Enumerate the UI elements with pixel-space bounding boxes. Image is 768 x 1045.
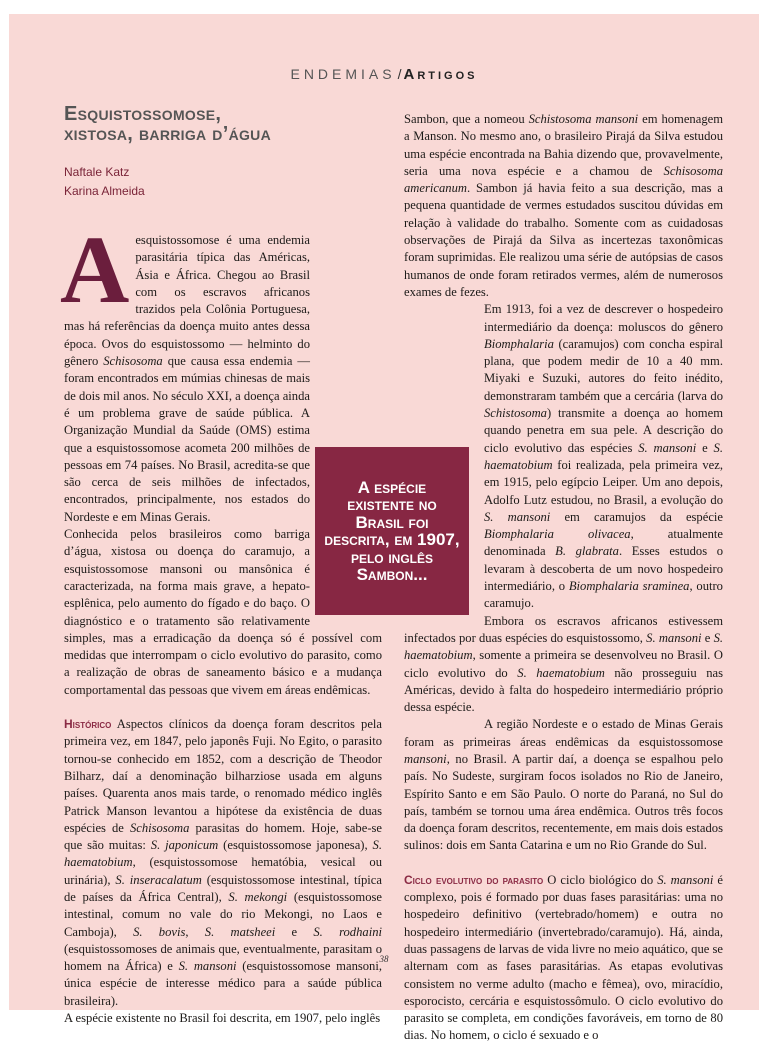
- subheading-ciclo: Ciclo evolutivo do parasito: [404, 872, 544, 887]
- page-number: 38: [379, 954, 389, 964]
- historico-paragraph: Histórico Aspectos clínicos da doença foram descritos pela primeira vez, em 1847, pelo japonês Fuji. No Egito, o parasito tornou-se conhecido em 1852, com a descrição de Theodor Bilharz, daí a denominação bilharziose usada em alguns países. Quarenta anos mais tarde, o renomado médico inglês Patrick Manson levantou a hipótese da existência de duas espécies de Schisosoma parasitas do homem. Hoje, sabe-se que são muitas: S. japonicum (esquistossomose japonesa), S. haematobium, (esquistossomose hematóbia, vesical ou urinária), S. inseracalatum (esquistossomose intestinal, típica de países da África Central), S. mekongi (esquistossomose intestinal, comum no vale do rio Mekongi, no Laos e Camboja), S. bovis, S. matsheei e S. rodhaini (esquistossomoses de animais que, eventualmente, parasitam o homem na África) e S. mansoni (esquistossomose mansoni, única espécie de interesse médico para a saúde pública brasileira).: [64, 717, 383, 1008]
- title-line-1: Esquistossomose,: [64, 103, 222, 125]
- title-line-2: xistosa, barriga d’água: [64, 123, 271, 145]
- section-name: ENDEMIAS: [290, 66, 396, 82]
- author-name: Naftale Katz: [64, 165, 130, 179]
- section-category: Artigos: [403, 66, 478, 83]
- subheading-historico: Histórico: [64, 717, 112, 732]
- paragraph: Sambon, que a nomeou Schistosoma mansoni em homenagem a Manson. No mesmo ano, o brasileiro Pirajá da Silva estudou uma espécie encontrada na Bahia dizendo que, provavelmente, seria uma nova espécie e a chamou de Schisosoma americanum. Sambon já havia feito a sua descrição, mas a pequena quantidade de vermes estudados suscitou dúvidas em relação à validade do trabalho. Somente com as cuidadosas observações de Pirajá da Silva as incertezas taxonômicas foram suprimidas. Ele realizou uma série de autópsias de casos humanos de onde foram retirados vermes, além de numerosos exames de fezes.: [404, 112, 723, 299]
- pull-quote: [315, 447, 469, 615]
- section-separator: /: [397, 66, 402, 82]
- paragraph: Embora os escravos africanos estivessem infectados por duas espécies do esquistossomo, S. mansoni e S. haematobium, somente a primeira se desenvolveu no Brasil. O ciclo evolutivo do S. haematobium não prosseguiu nas Américas, devido à falta do hospedeiro intermediário próprio dessa espécie.: [404, 613, 724, 715]
- paragraph: A espécie existente no Brasil foi descrita, em 1907, pelo inglês: [64, 1011, 381, 1026]
- paragraph: Conhecida pelos brasileiros como barriga d’água, xistosa ou doença do caramujo, a esquistossomose mansoni ou mansônica é caracterizada, na forma mais grave, a hepato-esplênica, pelo aumento do fígado e do baço. O diagnóstico e o tratamento são relativamente simples, mas a erradicação da doença só é possível com medidas que interrompam o ciclo evolutivo do parasito, como a realização de obras de saneamento básico e a mudança comportamental das pessoas que vivem em áreas endêmicas.: [64, 527, 382, 697]
- ciclo-paragraph: Ciclo evolutivo do parasito O ciclo biológico do S. mansoni é complexo, pois é formado por duas fases parasitárias: uma no hospedeiro definitivo (vertebrado/homem) e outra no hospedeiro intermediário (invertebrado/caramujo). Há, ainda, duas passagens de larvas de vida livre no meio aquático, que se alternam com as fases parasitárias. As etapas evolutivas consistem no verme adulto (macho e fêmea), ovo, miracídio, esporocisto, cercária e esquistossômulo. O ciclo evolutivo do parasito se completa, em condições favoráveis, em torno de 80 dias. No homem, o ciclo é sexuado e o: [404, 872, 723, 1043]
- authors: [64, 163, 364, 201]
- section-header: [0, 66, 768, 83]
- intro-paragraph: Aesquistossomose é uma endemia parasitária típica das Américas, Ásia e África. Chegou ao Brasil com os escravos africanos trazidos pela Colônia Portuguesa, mas há referências da doença muito antes dessa época. Ovos do esquistossomo — helminto do gênero Schisosoma que causa essa endemia — foram encontrados em múmias chinesas de mais de dois mil anos. No século XXI, a doença ainda é um problema grave de saúde pública. A Organização Mundial da Saúde (OMS) estima que a esquistossomose acometa 200 milhões de pessoas em 74 países. No Brasil, acredita-se que são cerca de seis milhões de infectados, encontrados, principalmente, nos estados do Nordeste e em Minas Gerais.: [60, 216, 310, 524]
- paragraph: A região Nordeste e o estado de Minas Gerais foram as primeiras áreas endêmicas da esquistossomose mansoni, no Brasil. A partir daí, a doença se espalhou pelo país. No Sudeste, surgiram focos isolados no Rio de Janeiro, Espírito Santo e em São Paulo. O norte do Paraná, no Sul do país, também se tornou uma área endêmica. Outros três focos da doença foram descritos, recentemente, em mais dois estados sulinos: dois em Santa Catarina e um no Rio Grande do Sul.: [404, 717, 723, 853]
- paragraph: Em 1913, foi a vez de descrever o hospedeiro intermediário da doença: moluscos do gênero Biomphalaria (caramujos) com concha espiral plana, que podem medir de 10 a 40 mm. Miyaki e Suzuki, autores do feito inédito, demonstraram também que a cercária (larva do Schistosoma) transmite a doença ao homem quando penetra em sua pele. A descrição do ciclo evolutivo das espécies S. mansoni e S. haematobium foi realizada, pela primeira vez, em 1915, pelo egípcio Leiper. Um ano depois, Adolfo Lutz estudou, no Brasil, a evolução do S. mansoni em caramujos da espécie Biomphalaria olivacea, atualmente denominada B. glabrata. Esses estudos o levaram à descoberta de um novo hospedeiro intermediário, o Biomphalaria sraminea, outro caramujo.: [484, 302, 723, 611]
- author-name: Karina Almeida: [64, 184, 145, 198]
- pull-quote-text: A espécie existente no Brasil foi descrita, em 1907, pelo inglês Sambon...: [324, 477, 460, 584]
- article-title: [64, 104, 384, 144]
- text-column-left: [60, 216, 383, 1027]
- drop-cap: A: [60, 216, 130, 323]
